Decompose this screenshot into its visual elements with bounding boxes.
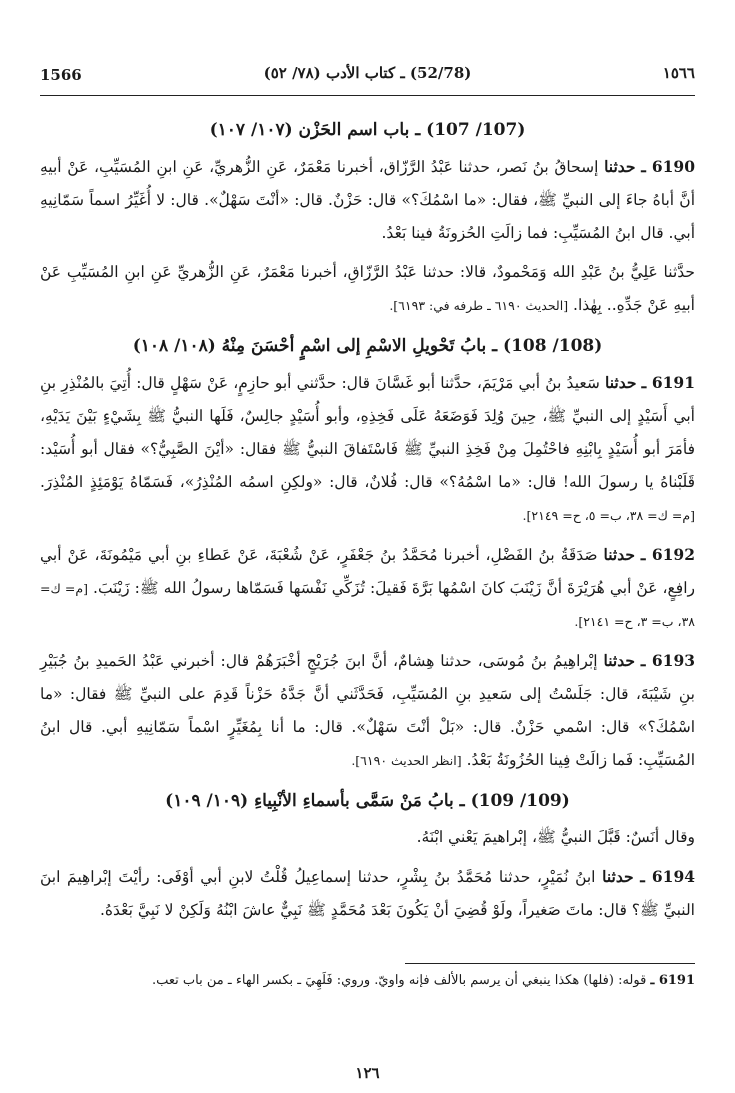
hadith-keyword: حدثنا: [604, 157, 636, 176]
hadith-text: صَدَقَةُ بنُ الفَضْلِ، أخبرنا مُحَمَّدُ بنُ جَعْفَرٍ، عَنْ شُعْبَةَ، عَنْ عَطاءِ بنِ أبي مَيْمُونَةَ، عَنْ أبي رافِعٍ، عَنْ أبي هُرَيْرَةَ أنَّ زَيْنَبَ كانَ اسْمُها بَرَّةَ فَقيلَ: تُزَكِّي نَفْسَها فَسَمّاها رسولُ الله ﷺ: زَيْنَبَ.: [40, 546, 695, 597]
running-title: (52/78) ـ كتاب الأدب (٧٨/ ٥٢): [263, 64, 472, 82]
hadith-keyword: حدثنا: [602, 867, 634, 886]
hadith-number: 6194 ـ: [640, 867, 696, 886]
hadith-number: 6192 ـ: [640, 545, 695, 564]
hadith-text: إبْراهِيمُ بنُ مُوسَى، حدثنا هِشامٌ، أنَّ ابنَ جُرَيْجٍ أخْبَرَهُمْ قال: أخبرني عَبْدُ الحَميدِ بنُ جُبَيْرِ بنِ شَيْبَةَ، قال: جَلَسْتُ إلى سَعيدِ بنِ المُسَيِّبِ، فَحَدَّثَني أنَّ جَدَّهُ حَزْناً قَدِمَ على النبيِّ ﷺ فقال: «ما اسْمُكَ؟» قال: اسْمي حَزْنٌ. قال: «بَلْ أنْتَ سَهْلٌ». قال: ما أنا بِمُغَيِّرٍ اسْماً سَمّانِيهِ أبي. قال ابنُ المُسَيِّبِ: فَما زالَتْ فِينا الحُزُونَةُ بَعْدُ.: [40, 652, 695, 769]
hadith-paragraph: [40, 644, 695, 777]
header-divider: [40, 95, 695, 96]
hadith-paragraph: [40, 150, 695, 250]
hadith-paragraph: [40, 256, 695, 322]
footnote: [40, 970, 695, 992]
page-footer-number: ١٢٦: [355, 1064, 380, 1082]
hadith-reference: [انظر الحديث ٦١٩٠].: [351, 753, 462, 768]
page-number-latin: 1566: [40, 66, 82, 84]
hadith-number: 6191 ـ: [641, 373, 695, 392]
hadith-number: 6193 ـ: [640, 651, 696, 670]
hadith-keyword: حدثنا: [603, 545, 635, 564]
chapter-title: (108/ 108) ـ بابُ تَحْويلِ الاسْمِ إلى اسْمٍ أحْسَنَ مِنْهُ (١٠٨/ ١٠٨): [132, 336, 603, 356]
hadith-text: سَعيدُ بنُ أبي مَرْيَمَ، حدَّثنا أبو غَسَّانَ قال: حدَّثني أبو حازِمٍ، عَنْ سَهْلٍ قال: أُتِيَ بالمُنْذِرِ بنِ أبي أَسَيْدٍ إلى النبيِّ ﷺ، حِينَ وُلِدَ فَوَضَعَهُ عَلَى فَخِذِهِ، وأبو أُسَيْدٍ جالِسٌ، فَلَها النبيُّ ﷺ بِشَيْءٍ بَيْنَ يَدَيْهِ، فأمَرَ أبو أُسَيْدٍ بِابْنِهِ فاحْتُمِلَ مِنْ فَخِذِ النبيِّ ﷺ فَاسْتَفاقَ النبيُّ ﷺ فقال: «أيْنَ الصَّبِيُّ؟» فقال أبو أُسَيْد: قَلَبْناهُ يا رسولَ الله! قال: «ما اسْمُهُ؟» قال: فُلانٌ، قال: «ولكِنِ اسمُه المُنْذِرُ»، فَسَمّاهُ يَوْمَئِذٍ المُنْذِرَ.: [40, 374, 695, 491]
hadith-text: حدَّثنا عَلِيُّ بنُ عَبْدِ الله وَمَحْمودٌ، قالا: حدثنا عَبْدُ الرَّزّاقِ، أخبرنا مَعْمَرٌ، عَنِ الزُّهريِّ عَنِ ابنِ المُسَيِّبِ عَنْ أبيهِ عَنْ جَدِّهِ.. بِهٰذا.: [40, 263, 695, 314]
hadith-text: ابنُ نُمَيْرٍ، حدثنا مُحَمَّدُ بنُ بِشْرٍ، حدثنا إسماعِيلُ قُلْتُ لابنِ أبي أوْفَى: رأيْتَ إبْراهِيمَ ابنَ النبيِّ ﷺ؟ قال: ماتَ صَغيراً، ولَوْ قُضِيَ أنْ يَكُونَ بَعْدَ مُحَمَّدٍ ﷺ نَبِيٌّ عاشَ ابْنُهُ وَلَكِنْ لا نَبِيَّ بَعْدَهُ.: [40, 868, 695, 919]
hadith-paragraph: [40, 538, 695, 638]
page-number-arabic: ١٥٦٦: [662, 64, 695, 82]
hadith-paragraph: [40, 366, 695, 532]
hadith-reference: [الحديث ٦١٩٠ ـ طرفه في: ٦١٩٣].: [389, 298, 569, 313]
hadith-text: وقال أنَسٌ: قَبَّلَ النبيُّ ﷺ، إبْراهيمَ يَعْني ابْنَهُ.: [416, 828, 695, 846]
page-header: [40, 62, 695, 90]
chapter-title: (107/ 107) ـ باب اسم الحَزْن (١٠٧/ ١٠٧): [209, 120, 526, 140]
hadith-text: إسحاقُ بنُ نَصر، حدثنا عَبْدُ الرَّزّاق، أخبرنا مَعْمَرٌ، عَنِ الزُّهريِّ، عَنِ ابنِ المُسَيِّبِ، عَنْ أبيهِ أنَّ أباهُ جاءَ إلى النبيِّ ﷺ، فقال: «ما اسْمُكَ؟» قال: حَزْنٌ. قال: «أنْتَ سَهْلٌ». قال: لا أُغَيِّرُ اسماً سَمّانِيهِ أبي. قال ابنُ المُسَيِّبِ: فما زالَتِ الحُزونَةُ فينا بَعْدُ.: [40, 158, 695, 242]
hadith-number: 6190 ـ: [641, 157, 695, 176]
footnote-number: 6191 ـ: [650, 973, 695, 988]
footnote-text: قوله: (فلها) هكذا ينبغي أن يرسم بالألف فإنه واويّ. وروي: فَلَهِيَ ـ بكسر الهاء ـ من باب تعب.: [152, 973, 647, 988]
page-body: [40, 110, 695, 933]
hadith-reference: [م= ك= ٣٨، ب= ٥، ح= ٢١٤٩].: [522, 508, 695, 523]
hadith-keyword: حدثنا: [603, 651, 635, 670]
hadith-paragraph: [40, 821, 695, 854]
hadith-reference: [م= ك= ٣٨، ب= ٣، ح= ٢١٤١].: [40, 581, 695, 629]
chapter-title: (109/ 109) ـ بابُ مَنْ سَمَّى بأسماءِ الأنْبِياءِ (١٠٩/ ١٠٩): [165, 791, 570, 811]
hadith-keyword: حدثنا: [605, 373, 637, 392]
hadith-paragraph: [40, 860, 695, 927]
footnote-divider: [405, 963, 695, 964]
